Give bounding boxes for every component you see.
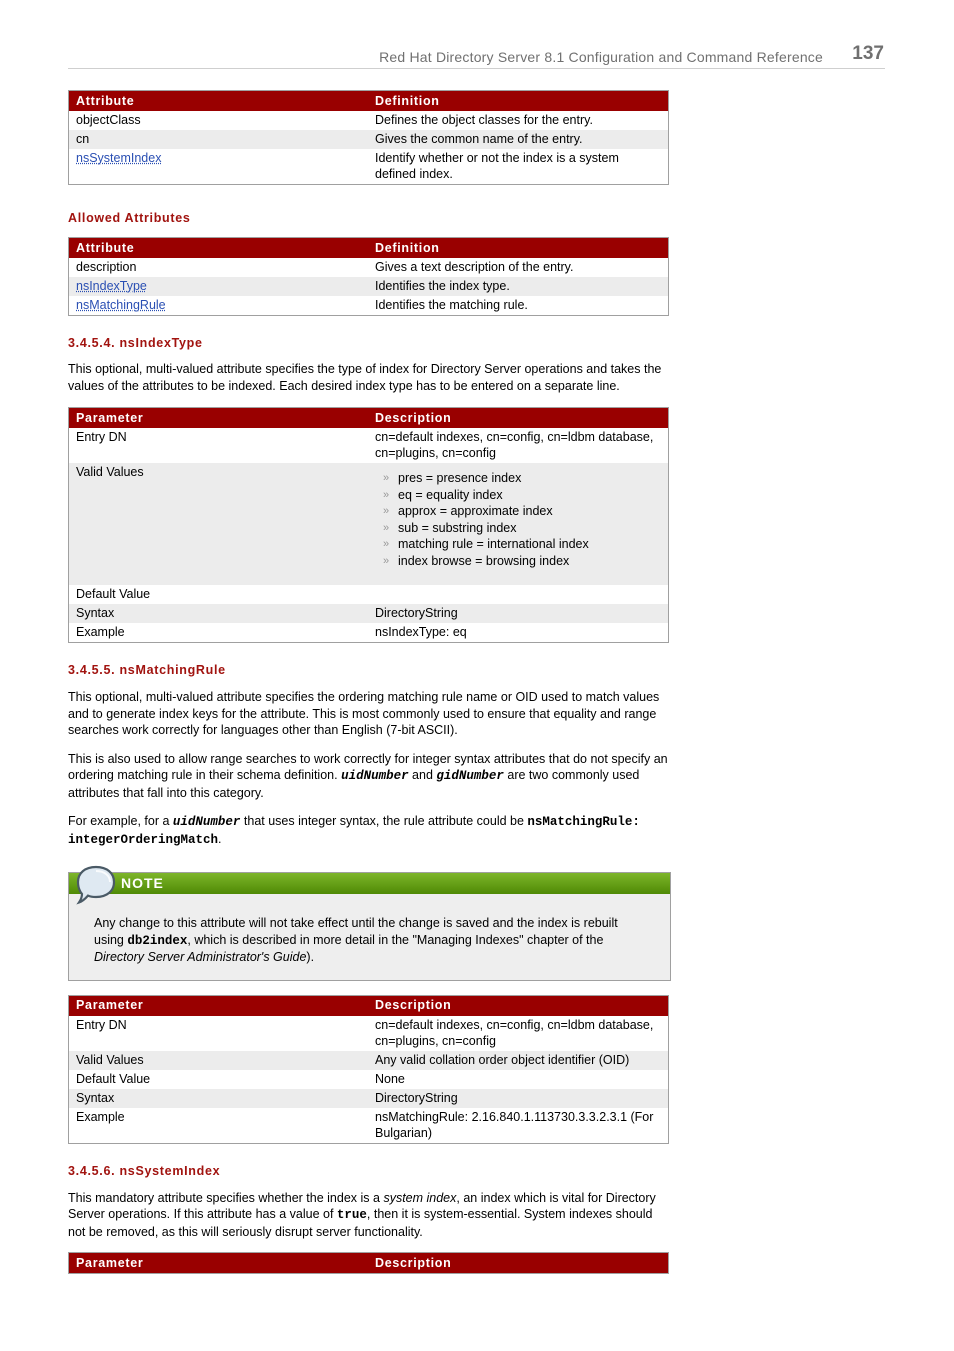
column-header-definition: Definition [368,238,669,259]
parameter-value: cn=default indexes, cn=config, cn=ldbm database, cn=plugins, cn=config [375,430,654,460]
nsmatchingrule-integer-note: This is also used to allow range searches to work correctly for integer syntax attributes that do not specify an ordering matching rule in their schema definition. uidNumber and gidNumber are two commonly used attributes that fall into this category. [68,751,668,800]
table-row [69,111,669,130]
nsindextype-description: This optional, multi-valued attribute specifies the type of index for Directory Server operations and takes the values of the attributes to be indexed. Each desired index type has to be entered on a separate line. [68,362,662,393]
attribute-name: cn [69,130,369,149]
bullet-icon: » [383,472,390,484]
parameter-name: Entry DN [76,1017,127,1032]
attribute-definition: Gives the common name of the entry. [368,130,669,149]
parameter-value: DirectoryString [368,604,669,623]
bullet-icon: » [383,554,390,567]
bullet-icon: » [383,488,390,501]
column-header-definition: Definition [368,91,669,112]
note-title: NOTE [69,873,670,894]
parameter-value [368,463,669,585]
list-item: » sub = substring index [383,520,517,535]
parameter-name: Example [76,625,125,639]
parameter-name: Default Value [76,1071,151,1086]
column-header-description: Description [368,1253,669,1274]
table-row [69,296,669,316]
attribute-definition: Identifies the index type. [368,277,669,296]
bullet-icon: » [383,521,390,534]
parameter-value: DirectoryString [368,1089,669,1108]
code-uidnumber: uidNumber [172,815,241,829]
column-header-attribute: Attribute [69,91,369,112]
table-row [69,149,669,185]
nsmatchingrule-description: This optional, multi-valued attribute specifies the ordering matching rule name or OID used to match values and to generate index keys for the attribute. This is most commonly used to ensure that equality and range searches work correctly for languages other than English (7-bit ASCII). [68,690,660,737]
note-body: Any change to this attribute will not take effect until the change is saved and the index is rebuilt using db2index, which is described in more detail in the "Managing Indexes" chapter of the Directory Server Administrator's Guide). [94,916,618,964]
table-row [69,463,669,585]
column-header-attribute: Attribute [69,238,369,259]
allowed-attributes-table [68,237,669,316]
table-row [69,1070,669,1089]
parameter-name: Entry DN [76,430,127,444]
allowed-attributes-heading: Allowed Attributes [68,211,191,225]
parameter-value: None [375,1071,405,1086]
running-title: Red Hat Directory Server 8.1 Configuration and Command Reference [379,49,823,65]
table-row [69,130,669,149]
nsmatchingrule-parameter-table [68,995,669,1144]
table-row [69,428,669,463]
nsindextype-parameter-table [68,407,669,643]
page-header [68,40,885,69]
parameter-value: nsIndexType: eq [375,625,467,639]
list-item: » eq = equality index [383,487,503,502]
attribute-definition: Defines the object classes for the entry. [375,113,593,127]
link-nsmatchingrule[interactable]: nsMatchingRule [76,298,166,312]
bullet-icon: » [383,505,390,517]
section-heading-nssystemindex: 3.4.5.6. nsSystemIndex [68,1163,221,1178]
table-row [69,585,669,604]
code-db2index: db2index [127,933,188,948]
column-header-parameter: Parameter [69,995,369,1016]
attribute-name: objectClass [76,113,141,127]
list-item: » index browse = browsing index [383,553,570,568]
code-gidnumber: gidNumber [436,769,504,783]
parameter-name: Syntax [69,604,369,623]
table-row [69,1051,669,1070]
column-header-description: Description [368,995,669,1016]
column-header-description: Description [368,408,669,429]
table-row [69,1089,669,1108]
page-content [68,90,669,1274]
parameter-value [368,585,669,604]
parameter-name: Valid Values [69,463,369,585]
code-true: true [336,1208,367,1222]
table-row [69,1108,669,1144]
table-row [69,277,669,296]
list-item: » pres = presence index [383,471,522,485]
speech-bubble-icon [75,864,117,906]
attribute-name: description [76,260,137,274]
parameter-name: Default Value [76,587,151,601]
nsmatchingrule-example-text: For example, for a uidNumber that uses integer syntax, the rule attribute could be nsMatchingRule: integerOrderingMatch. [68,814,640,847]
parameter-name: Syntax [69,1089,369,1108]
table-row [69,604,669,623]
table-row [69,258,669,277]
parameter-value: Any valid collation order object identifier (OID) [368,1051,669,1070]
list-item: » approx = approximate index [383,504,553,518]
required-attributes-table [68,90,669,185]
valid-values-list [375,470,661,569]
code-uidnumber: uidNumber [341,769,409,783]
nssystemindex-parameter-table [68,1252,669,1274]
attribute-definition: Identifies the matching rule. [375,298,528,312]
attribute-definition: Identify whether or not the index is a system defined index. [375,151,619,181]
section-heading-nsmatchingrule: 3.4.5.5. nsMatchingRule [68,663,226,677]
page-number: 137 [852,43,884,64]
table-row [69,1016,669,1051]
attribute-definition: Gives a text description of the entry. [375,260,574,274]
note-box [68,872,671,981]
parameter-value: nsMatchingRule: 2.16.840.1.113730.3.3.2.3.1 (For Bulgarian) [375,1109,654,1140]
parameter-value: cn=default indexes, cn=config, cn=ldbm database, cn=plugins, cn=config [375,1017,654,1048]
column-header-parameter: Parameter [69,408,369,429]
list-item: » matching rule = international index [383,537,589,551]
column-header-parameter: Parameter [69,1253,369,1274]
link-nssystemindex[interactable]: nsSystemIndex [76,151,162,165]
guide-title: Directory Server Administrator's Guide [94,950,307,964]
section-heading-nsindextype: 3.4.5.4. nsIndexType [68,336,203,350]
nssystemindex-description: This mandatory attribute specifies whether the index is a system index, an index which is vital for Directory Server operations. If this attribute has a value of true, then it is system-essential. System indexes should not be removed, as this will seriously disrupt server functionality. [68,1190,656,1239]
link-nsindextype[interactable]: nsIndexType [76,279,147,293]
parameter-name: Valid Values [69,1051,369,1070]
bullet-icon: » [383,538,390,550]
parameter-name: Example [76,1109,125,1124]
table-row [69,623,669,643]
code-matchingrule-value: nsMatchingRule: integerOrderingMatch [68,815,640,847]
